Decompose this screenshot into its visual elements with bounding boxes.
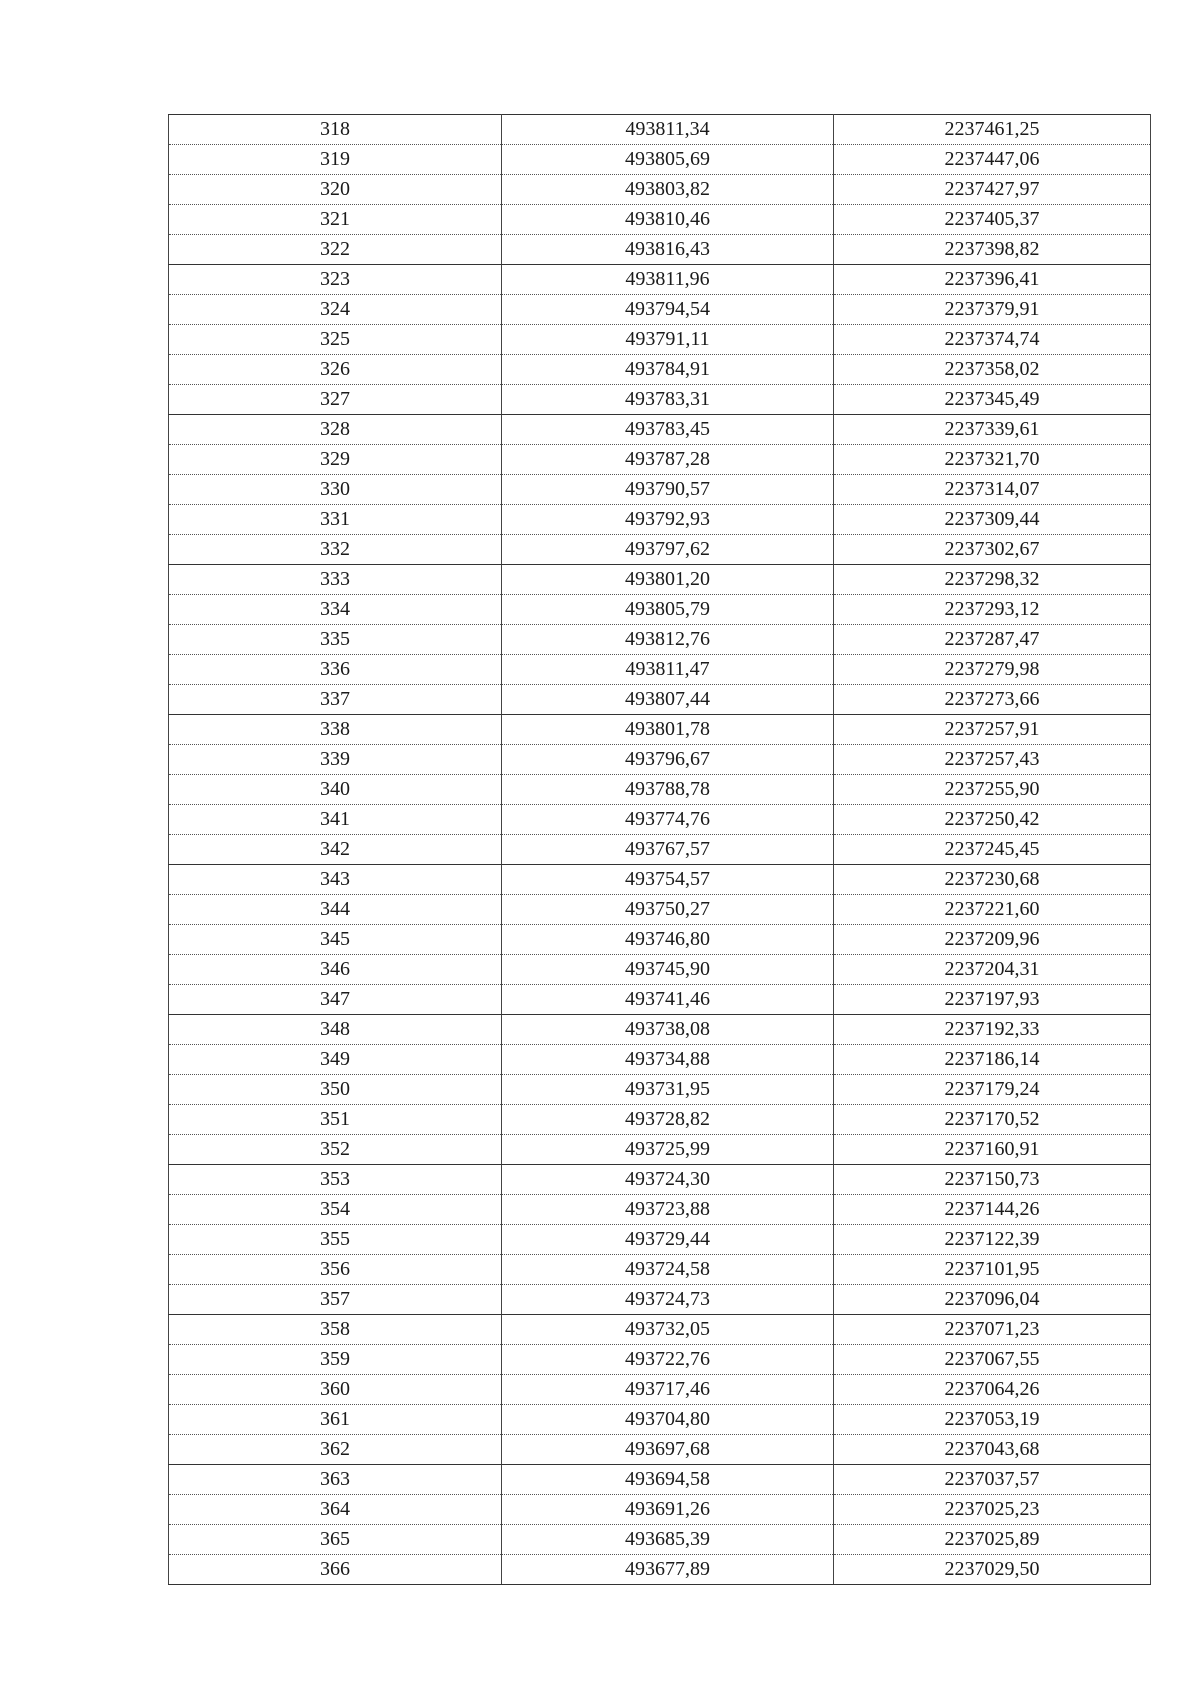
x-coordinate-cell: 493774,76 bbox=[502, 805, 834, 835]
x-coordinate-cell: 493741,46 bbox=[502, 985, 834, 1015]
point-number-cell: 328 bbox=[169, 415, 502, 445]
point-number-cell: 352 bbox=[169, 1135, 502, 1165]
y-coordinate-cell: 2237101,95 bbox=[834, 1255, 1151, 1285]
table-row bbox=[169, 445, 1151, 475]
point-number-cell: 359 bbox=[169, 1345, 502, 1375]
y-coordinate-cell: 2237287,47 bbox=[834, 625, 1151, 655]
point-number-cell: 363 bbox=[169, 1465, 502, 1495]
y-coordinate-cell: 2237025,89 bbox=[834, 1525, 1151, 1555]
x-coordinate-cell: 493810,46 bbox=[502, 205, 834, 235]
table-row bbox=[169, 595, 1151, 625]
x-coordinate-cell: 493811,47 bbox=[502, 655, 834, 685]
point-number-cell: 319 bbox=[169, 145, 502, 175]
table-row bbox=[169, 1225, 1151, 1255]
point-number-cell: 336 bbox=[169, 655, 502, 685]
y-coordinate-cell: 2237144,26 bbox=[834, 1195, 1151, 1225]
point-number-cell: 366 bbox=[169, 1555, 502, 1585]
x-coordinate-cell: 493816,43 bbox=[502, 235, 834, 265]
x-coordinate-cell: 493697,68 bbox=[502, 1435, 834, 1465]
y-coordinate-cell: 2237461,25 bbox=[834, 115, 1151, 145]
x-coordinate-cell: 493725,99 bbox=[502, 1135, 834, 1165]
y-coordinate-cell: 2237221,60 bbox=[834, 895, 1151, 925]
y-coordinate-cell: 2237405,37 bbox=[834, 205, 1151, 235]
table-row bbox=[169, 835, 1151, 865]
y-coordinate-cell: 2237321,70 bbox=[834, 445, 1151, 475]
x-coordinate-cell: 493790,57 bbox=[502, 475, 834, 505]
x-coordinate-cell: 493783,31 bbox=[502, 385, 834, 415]
point-number-cell: 330 bbox=[169, 475, 502, 505]
y-coordinate-cell: 2237279,98 bbox=[834, 655, 1151, 685]
table-row bbox=[169, 535, 1151, 565]
y-coordinate-cell: 2237358,02 bbox=[834, 355, 1151, 385]
y-coordinate-cell: 2237043,68 bbox=[834, 1435, 1151, 1465]
table-row bbox=[169, 1045, 1151, 1075]
table-row bbox=[169, 1135, 1151, 1165]
table-row bbox=[169, 715, 1151, 745]
x-coordinate-cell: 493745,90 bbox=[502, 955, 834, 985]
point-number-cell: 358 bbox=[169, 1315, 502, 1345]
table-row bbox=[169, 325, 1151, 355]
point-number-cell: 325 bbox=[169, 325, 502, 355]
point-number-cell: 356 bbox=[169, 1255, 502, 1285]
y-coordinate-cell: 2237345,49 bbox=[834, 385, 1151, 415]
y-coordinate-cell: 2237309,44 bbox=[834, 505, 1151, 535]
x-coordinate-cell: 493801,78 bbox=[502, 715, 834, 745]
point-number-cell: 341 bbox=[169, 805, 502, 835]
y-coordinate-cell: 2237255,90 bbox=[834, 775, 1151, 805]
point-number-cell: 339 bbox=[169, 745, 502, 775]
x-coordinate-cell: 493724,58 bbox=[502, 1255, 834, 1285]
point-number-cell: 340 bbox=[169, 775, 502, 805]
x-coordinate-cell: 493728,82 bbox=[502, 1105, 834, 1135]
point-number-cell: 322 bbox=[169, 235, 502, 265]
table-row bbox=[169, 1525, 1151, 1555]
point-number-cell: 351 bbox=[169, 1105, 502, 1135]
table-row bbox=[169, 415, 1151, 445]
y-coordinate-cell: 2237029,50 bbox=[834, 1555, 1151, 1585]
x-coordinate-cell: 493787,28 bbox=[502, 445, 834, 475]
point-number-cell: 361 bbox=[169, 1405, 502, 1435]
x-coordinate-cell: 493746,80 bbox=[502, 925, 834, 955]
coordinates-table-body bbox=[169, 115, 1151, 1585]
y-coordinate-cell: 2237053,19 bbox=[834, 1405, 1151, 1435]
x-coordinate-cell: 493797,62 bbox=[502, 535, 834, 565]
x-coordinate-cell: 493784,91 bbox=[502, 355, 834, 385]
table-row bbox=[169, 355, 1151, 385]
table-row bbox=[169, 1075, 1151, 1105]
point-number-cell: 345 bbox=[169, 925, 502, 955]
point-number-cell: 343 bbox=[169, 865, 502, 895]
x-coordinate-cell: 493677,89 bbox=[502, 1555, 834, 1585]
table-row bbox=[169, 145, 1151, 175]
x-coordinate-cell: 493791,11 bbox=[502, 325, 834, 355]
table-row bbox=[169, 865, 1151, 895]
table-row bbox=[169, 175, 1151, 205]
table-row bbox=[169, 895, 1151, 925]
point-number-cell: 357 bbox=[169, 1285, 502, 1315]
point-number-cell: 346 bbox=[169, 955, 502, 985]
x-coordinate-cell: 493803,82 bbox=[502, 175, 834, 205]
point-number-cell: 338 bbox=[169, 715, 502, 745]
coordinates-table bbox=[168, 114, 1151, 1585]
y-coordinate-cell: 2237025,23 bbox=[834, 1495, 1151, 1525]
table-row bbox=[169, 295, 1151, 325]
point-number-cell: 321 bbox=[169, 205, 502, 235]
point-number-cell: 348 bbox=[169, 1015, 502, 1045]
x-coordinate-cell: 493691,26 bbox=[502, 1495, 834, 1525]
point-number-cell: 350 bbox=[169, 1075, 502, 1105]
point-number-cell: 337 bbox=[169, 685, 502, 715]
table-row bbox=[169, 205, 1151, 235]
y-coordinate-cell: 2237064,26 bbox=[834, 1375, 1151, 1405]
y-coordinate-cell: 2237170,52 bbox=[834, 1105, 1151, 1135]
x-coordinate-cell: 493792,93 bbox=[502, 505, 834, 535]
x-coordinate-cell: 493788,78 bbox=[502, 775, 834, 805]
point-number-cell: 333 bbox=[169, 565, 502, 595]
table-row bbox=[169, 1195, 1151, 1225]
point-number-cell: 335 bbox=[169, 625, 502, 655]
x-coordinate-cell: 493801,20 bbox=[502, 565, 834, 595]
point-number-cell: 344 bbox=[169, 895, 502, 925]
point-number-cell: 332 bbox=[169, 535, 502, 565]
y-coordinate-cell: 2237293,12 bbox=[834, 595, 1151, 625]
table-row bbox=[169, 955, 1151, 985]
y-coordinate-cell: 2237427,97 bbox=[834, 175, 1151, 205]
y-coordinate-cell: 2237379,91 bbox=[834, 295, 1151, 325]
point-number-cell: 349 bbox=[169, 1045, 502, 1075]
x-coordinate-cell: 493734,88 bbox=[502, 1045, 834, 1075]
point-number-cell: 318 bbox=[169, 115, 502, 145]
y-coordinate-cell: 2237298,32 bbox=[834, 565, 1151, 595]
x-coordinate-cell: 493805,69 bbox=[502, 145, 834, 175]
y-coordinate-cell: 2237302,67 bbox=[834, 535, 1151, 565]
y-coordinate-cell: 2237273,66 bbox=[834, 685, 1151, 715]
y-coordinate-cell: 2237396,41 bbox=[834, 265, 1151, 295]
x-coordinate-cell: 493738,08 bbox=[502, 1015, 834, 1045]
y-coordinate-cell: 2237374,74 bbox=[834, 325, 1151, 355]
y-coordinate-cell: 2237160,91 bbox=[834, 1135, 1151, 1165]
x-coordinate-cell: 493811,96 bbox=[502, 265, 834, 295]
x-coordinate-cell: 493805,79 bbox=[502, 595, 834, 625]
y-coordinate-cell: 2237250,42 bbox=[834, 805, 1151, 835]
x-coordinate-cell: 493724,30 bbox=[502, 1165, 834, 1195]
y-coordinate-cell: 2237096,04 bbox=[834, 1285, 1151, 1315]
y-coordinate-cell: 2237257,43 bbox=[834, 745, 1151, 775]
x-coordinate-cell: 493796,67 bbox=[502, 745, 834, 775]
table-row bbox=[169, 1495, 1151, 1525]
x-coordinate-cell: 493722,76 bbox=[502, 1345, 834, 1375]
point-number-cell: 323 bbox=[169, 265, 502, 295]
y-coordinate-cell: 2237339,61 bbox=[834, 415, 1151, 445]
point-number-cell: 326 bbox=[169, 355, 502, 385]
table-row bbox=[169, 745, 1151, 775]
x-coordinate-cell: 493750,27 bbox=[502, 895, 834, 925]
y-coordinate-cell: 2237398,82 bbox=[834, 235, 1151, 265]
y-coordinate-cell: 2237037,57 bbox=[834, 1465, 1151, 1495]
table-row bbox=[169, 265, 1151, 295]
table-row bbox=[169, 1315, 1151, 1345]
x-coordinate-cell: 493812,76 bbox=[502, 625, 834, 655]
point-number-cell: 342 bbox=[169, 835, 502, 865]
y-coordinate-cell: 2237257,91 bbox=[834, 715, 1151, 745]
y-coordinate-cell: 2237071,23 bbox=[834, 1315, 1151, 1345]
point-number-cell: 362 bbox=[169, 1435, 502, 1465]
y-coordinate-cell: 2237230,68 bbox=[834, 865, 1151, 895]
x-coordinate-cell: 493717,46 bbox=[502, 1375, 834, 1405]
table-row bbox=[169, 625, 1151, 655]
point-number-cell: 320 bbox=[169, 175, 502, 205]
table-row bbox=[169, 1405, 1151, 1435]
table-row bbox=[169, 1165, 1151, 1195]
y-coordinate-cell: 2237122,39 bbox=[834, 1225, 1151, 1255]
y-coordinate-cell: 2237314,07 bbox=[834, 475, 1151, 505]
table-row bbox=[169, 1555, 1151, 1585]
y-coordinate-cell: 2237192,33 bbox=[834, 1015, 1151, 1045]
y-coordinate-cell: 2237179,24 bbox=[834, 1075, 1151, 1105]
x-coordinate-cell: 493732,05 bbox=[502, 1315, 834, 1345]
x-coordinate-cell: 493811,34 bbox=[502, 115, 834, 145]
table-row bbox=[169, 235, 1151, 265]
point-number-cell: 329 bbox=[169, 445, 502, 475]
x-coordinate-cell: 493685,39 bbox=[502, 1525, 834, 1555]
point-number-cell: 331 bbox=[169, 505, 502, 535]
table-row bbox=[169, 1255, 1151, 1285]
table-row bbox=[169, 1105, 1151, 1135]
point-number-cell: 324 bbox=[169, 295, 502, 325]
point-number-cell: 327 bbox=[169, 385, 502, 415]
point-number-cell: 355 bbox=[169, 1225, 502, 1255]
y-coordinate-cell: 2237245,45 bbox=[834, 835, 1151, 865]
x-coordinate-cell: 493723,88 bbox=[502, 1195, 834, 1225]
y-coordinate-cell: 2237204,31 bbox=[834, 955, 1151, 985]
point-number-cell: 365 bbox=[169, 1525, 502, 1555]
x-coordinate-cell: 493694,58 bbox=[502, 1465, 834, 1495]
table-row bbox=[169, 385, 1151, 415]
x-coordinate-cell: 493724,73 bbox=[502, 1285, 834, 1315]
table-row bbox=[169, 985, 1151, 1015]
x-coordinate-cell: 493729,44 bbox=[502, 1225, 834, 1255]
table-row bbox=[169, 685, 1151, 715]
y-coordinate-cell: 2237186,14 bbox=[834, 1045, 1151, 1075]
x-coordinate-cell: 493704,80 bbox=[502, 1405, 834, 1435]
point-number-cell: 334 bbox=[169, 595, 502, 625]
point-number-cell: 353 bbox=[169, 1165, 502, 1195]
table-row bbox=[169, 1015, 1151, 1045]
x-coordinate-cell: 493783,45 bbox=[502, 415, 834, 445]
y-coordinate-cell: 2237197,93 bbox=[834, 985, 1151, 1015]
x-coordinate-cell: 493767,57 bbox=[502, 835, 834, 865]
point-number-cell: 360 bbox=[169, 1375, 502, 1405]
coordinates-table-container bbox=[168, 114, 1150, 1585]
table-row bbox=[169, 1285, 1151, 1315]
x-coordinate-cell: 493754,57 bbox=[502, 865, 834, 895]
table-row bbox=[169, 655, 1151, 685]
x-coordinate-cell: 493731,95 bbox=[502, 1075, 834, 1105]
table-row bbox=[169, 475, 1151, 505]
point-number-cell: 347 bbox=[169, 985, 502, 1015]
table-row bbox=[169, 505, 1151, 535]
y-coordinate-cell: 2237067,55 bbox=[834, 1345, 1151, 1375]
y-coordinate-cell: 2237209,96 bbox=[834, 925, 1151, 955]
point-number-cell: 354 bbox=[169, 1195, 502, 1225]
point-number-cell: 364 bbox=[169, 1495, 502, 1525]
table-row bbox=[169, 1435, 1151, 1465]
table-row bbox=[169, 805, 1151, 835]
table-row bbox=[169, 1465, 1151, 1495]
table-row bbox=[169, 925, 1151, 955]
x-coordinate-cell: 493807,44 bbox=[502, 685, 834, 715]
x-coordinate-cell: 493794,54 bbox=[502, 295, 834, 325]
y-coordinate-cell: 2237150,73 bbox=[834, 1165, 1151, 1195]
table-row bbox=[169, 565, 1151, 595]
table-row bbox=[169, 1345, 1151, 1375]
table-row bbox=[169, 1375, 1151, 1405]
y-coordinate-cell: 2237447,06 bbox=[834, 145, 1151, 175]
table-row bbox=[169, 115, 1151, 145]
table-row bbox=[169, 775, 1151, 805]
